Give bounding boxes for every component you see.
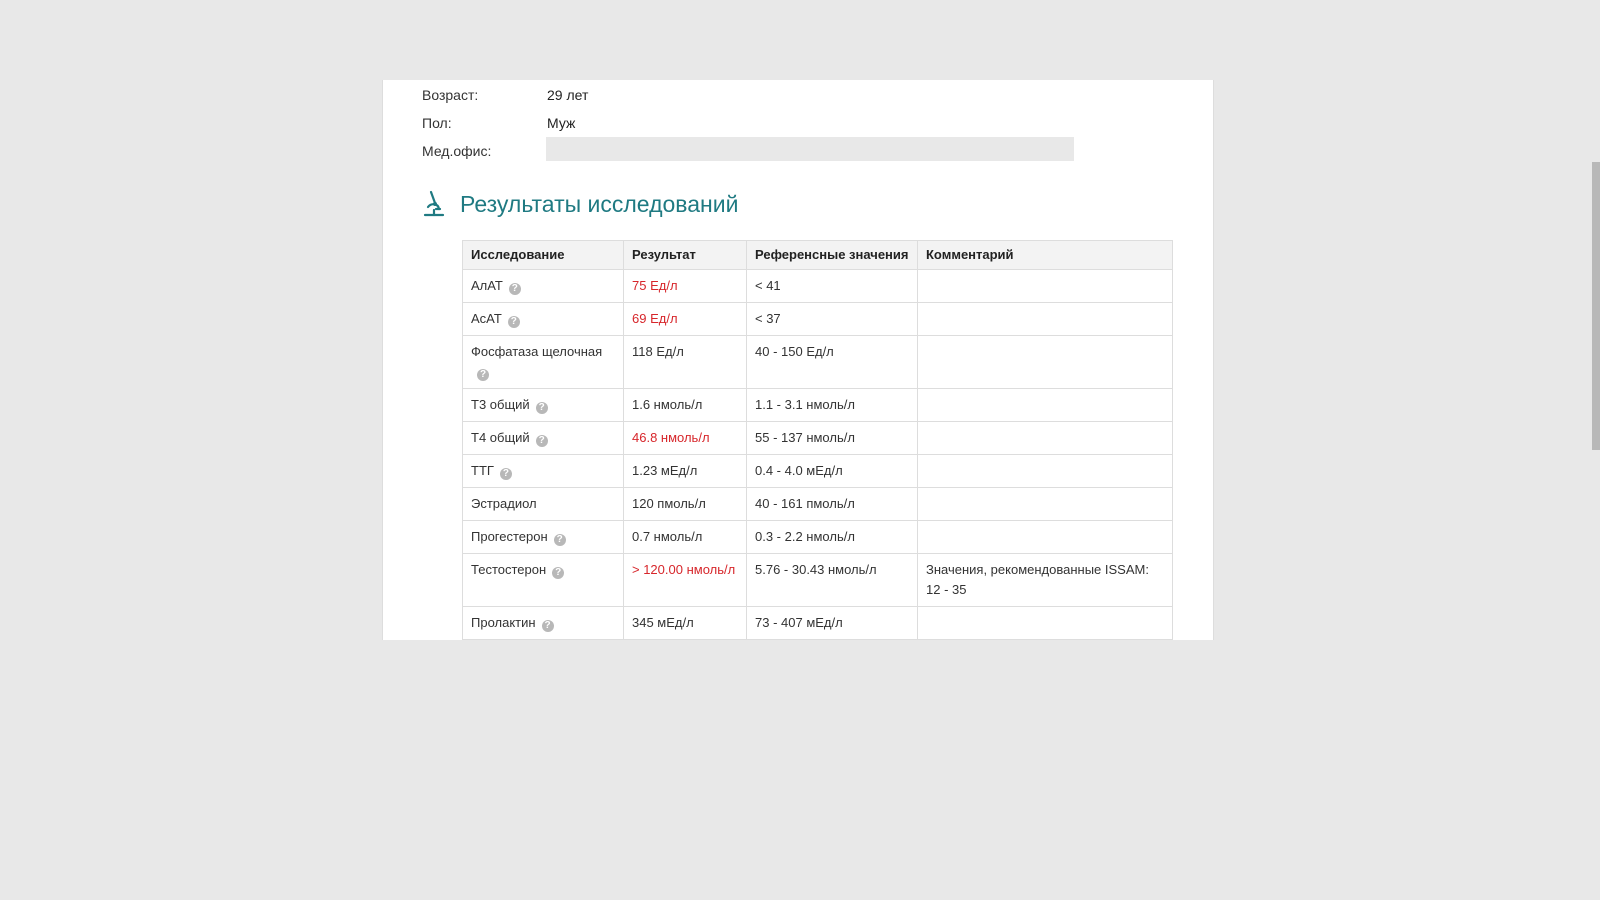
help-icon[interactable]: ? [552,567,564,579]
comment-cell [918,607,1173,640]
result-cell: 69 Ед/л [624,303,747,336]
test-cell [463,607,624,640]
test-name: Тестостерон [471,562,547,577]
comment-cell [918,488,1173,521]
help-icon[interactable]: ? [536,435,548,447]
results-table [462,240,1173,640]
result-cell: 1.6 нмоль/л [624,389,747,422]
reference-cell: 5.76 - 30.43 нмоль/л [747,554,918,607]
comment-cell [918,270,1173,303]
scrollbar[interactable] [1592,0,1600,900]
table-row [463,521,1173,554]
comment-cell [918,336,1173,389]
result-cell: 345 мЕд/л [624,607,747,640]
test-cell [463,521,624,554]
result-cell: 0.7 нмоль/л [624,521,747,554]
sex-value: Муж [547,115,576,131]
test-cell [463,455,624,488]
test-cell [463,554,624,607]
header-reference: Референсные значения [747,241,918,270]
test-name: Прогестерон [471,529,548,544]
table-row [463,336,1173,389]
table-row [463,303,1173,336]
scrollbar-thumb[interactable] [1592,162,1600,450]
reference-cell: 40 - 150 Ед/л [747,336,918,389]
test-cell [463,488,624,521]
result-cell: > 120.00 нмоль/л [624,554,747,607]
reference-cell: 1.1 - 3.1 нмоль/л [747,389,918,422]
result-cell: 118 Ед/л [624,336,747,389]
test-name: Фосфатаза щелочная [471,344,603,359]
comment-cell [918,303,1173,336]
reference-cell: 55 - 137 нмоль/л [747,422,918,455]
reference-cell: 73 - 407 мЕд/л [747,607,918,640]
comment-cell [918,422,1173,455]
test-cell [463,303,624,336]
microscope-icon [422,190,446,218]
comment-cell [918,389,1173,422]
help-icon[interactable]: ? [542,620,554,632]
office-label: Мед.офис: [422,143,492,159]
test-cell [463,389,624,422]
test-cell [463,422,624,455]
table-row [463,422,1173,455]
header-result: Результат [624,241,747,270]
comment-cell [918,455,1173,488]
test-name: Т3 общий [471,397,530,412]
result-cell: 1.23 мЕд/л [624,455,747,488]
help-icon[interactable]: ? [500,468,512,480]
test-cell [463,336,624,389]
table-row [463,607,1173,640]
reference-cell: < 37 [747,303,918,336]
test-name: Пролактин [471,615,536,630]
test-name: АлАТ [471,278,503,293]
section-title: Результаты исследований [460,190,739,217]
sex-label: Пол: [422,115,452,131]
help-icon[interactable]: ? [477,369,489,381]
office-value [546,137,1074,161]
comment-cell: Значения, рекомендованные ISSAM: 12 - 35 [918,554,1173,607]
table-row [463,554,1173,607]
section-header [422,188,738,220]
help-icon[interactable]: ? [508,316,520,328]
test-name: АсАТ [471,311,502,326]
header-comment: Комментарий [918,241,1173,270]
test-name: Т4 общий [471,430,530,445]
reference-cell: 40 - 161 пмоль/л [747,488,918,521]
table-header-row [463,241,1173,270]
age-label: Возраст: [422,87,479,103]
comment-cell [918,521,1173,554]
table-row [463,270,1173,303]
table-row [463,488,1173,521]
help-icon[interactable]: ? [536,402,548,414]
reference-cell: 0.4 - 4.0 мЕд/л [747,455,918,488]
reference-cell: < 41 [747,270,918,303]
help-icon[interactable]: ? [554,534,566,546]
results-page [382,80,1214,640]
header-test: Исследование [463,241,624,270]
result-cell: 46.8 нмоль/л [624,422,747,455]
reference-cell: 0.3 - 2.2 нмоль/л [747,521,918,554]
table-row [463,455,1173,488]
result-cell: 120 пмоль/л [624,488,747,521]
test-name: Эстрадиол [471,496,537,511]
test-cell [463,270,624,303]
age-value: 29 лет [547,87,589,103]
table-row [463,389,1173,422]
test-name: ТТГ [471,463,494,478]
result-cell: 75 Ед/л [624,270,747,303]
help-icon[interactable]: ? [509,283,521,295]
